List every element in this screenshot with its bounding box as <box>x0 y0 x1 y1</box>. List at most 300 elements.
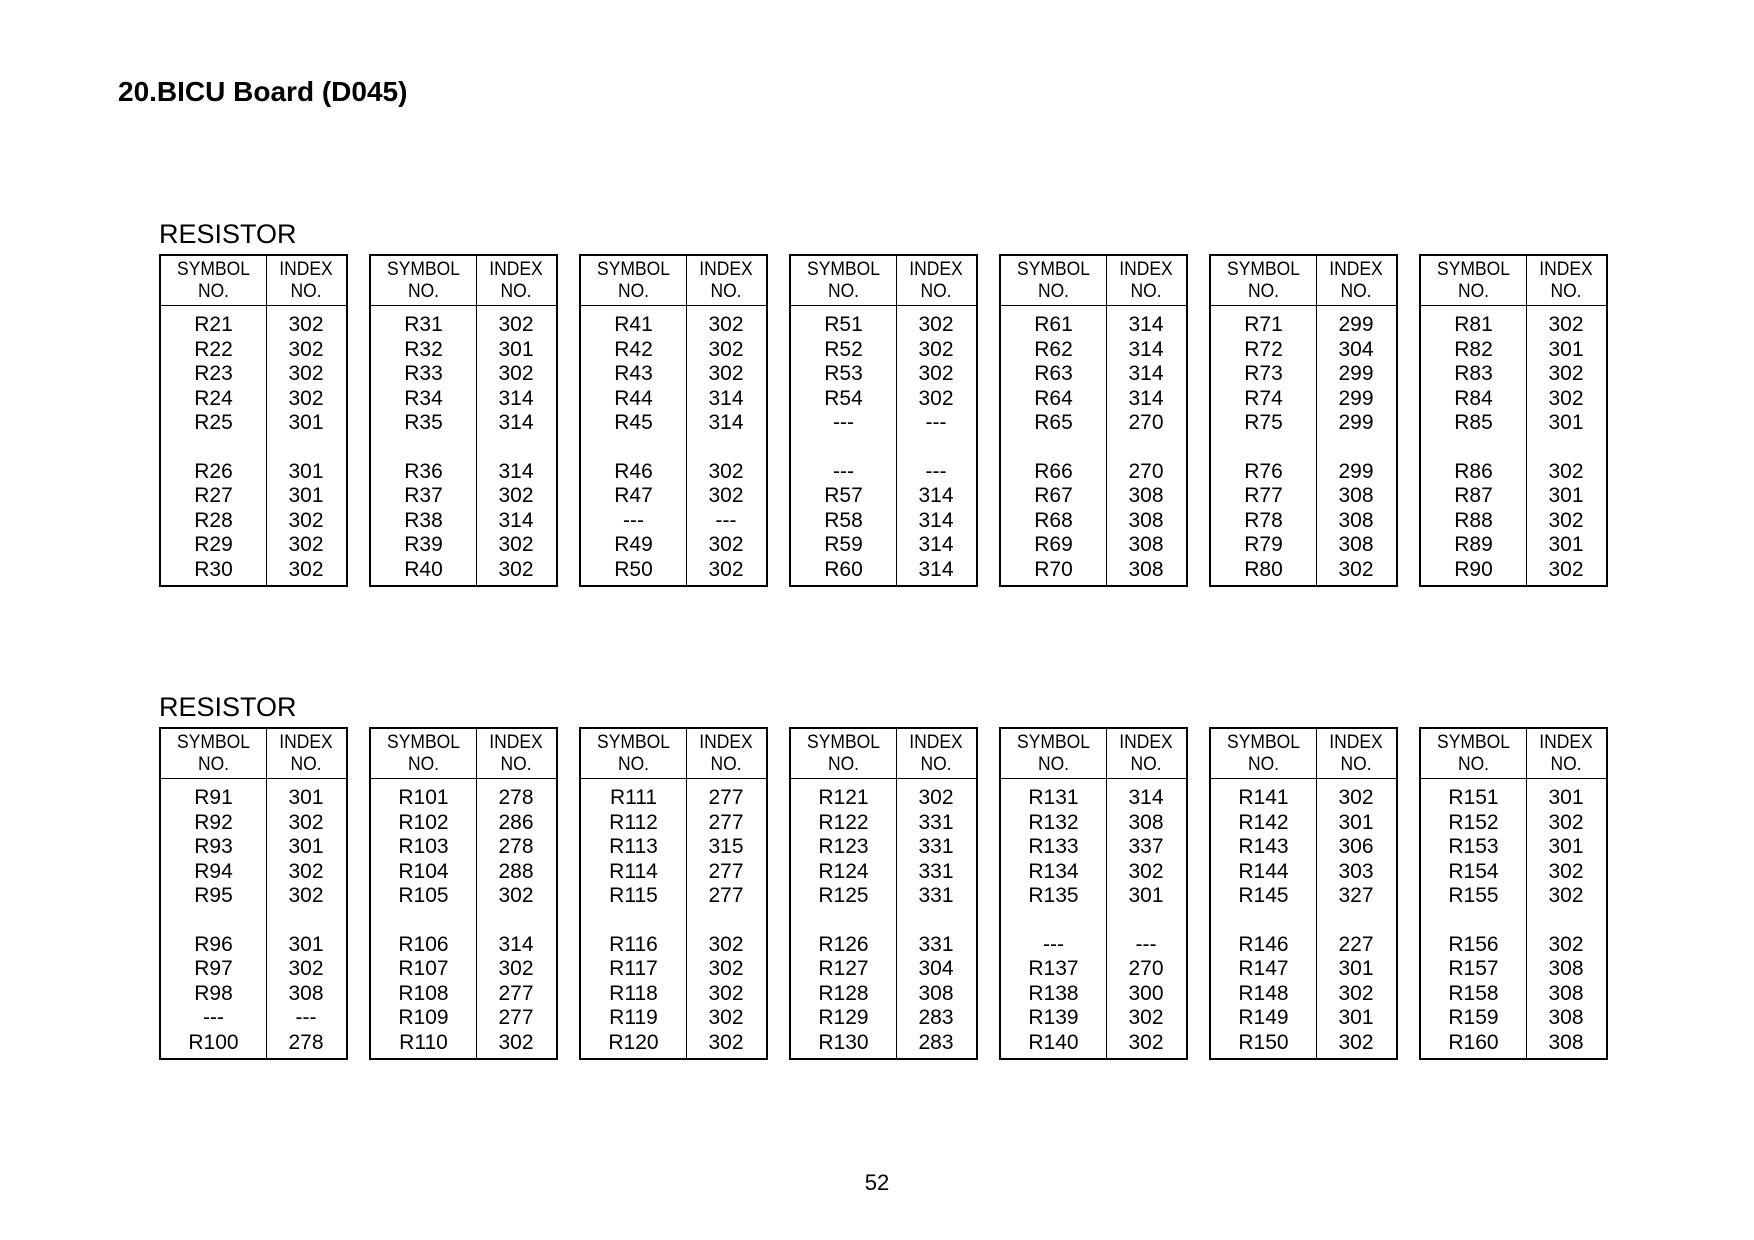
header-text: NO. <box>827 753 860 775</box>
symbol-cell: R30 <box>194 557 233 581</box>
table-body <box>791 306 976 582</box>
index-cell: 277 <box>708 810 744 834</box>
header-text: SYMBOL <box>387 731 460 753</box>
symbol-cell: R40 <box>404 557 443 581</box>
symbol-cell: R132 <box>1028 810 1079 834</box>
table-row <box>371 786 556 811</box>
table-row <box>371 338 556 363</box>
symbol-cell: R100 <box>188 1030 239 1054</box>
table-header <box>1001 256 1186 306</box>
index-cell: 331 <box>918 884 954 907</box>
symbol-cell: R128 <box>818 981 869 1005</box>
table-row <box>1211 533 1396 558</box>
header-text: NO. <box>920 753 952 775</box>
table-row <box>581 411 766 436</box>
table-header <box>581 729 766 779</box>
table-row <box>791 933 976 958</box>
table-row <box>791 338 976 363</box>
symbol-no-header <box>585 256 682 305</box>
header-text: NO. <box>500 753 532 775</box>
index-cell: --- <box>925 459 947 483</box>
index-cell: 302 <box>708 484 744 507</box>
index-cell: 308 <box>1338 484 1374 507</box>
symbol-cell: R115 <box>609 884 658 907</box>
table-row <box>371 558 556 583</box>
table-row <box>1001 387 1186 412</box>
index-cell: 278 <box>498 835 534 858</box>
index-cell: 314 <box>498 932 534 956</box>
symbol-cell: R35 <box>404 411 443 434</box>
table-header <box>791 729 976 779</box>
symbol-cell: R138 <box>1028 981 1079 1005</box>
index-cell: 301 <box>1128 884 1164 907</box>
table-row <box>1211 362 1396 387</box>
index-cell: 308 <box>1128 557 1164 581</box>
table-row <box>161 533 346 558</box>
symbol-cell: R83 <box>1454 362 1493 385</box>
index-cell: 308 <box>1128 508 1164 532</box>
table-row <box>371 860 556 885</box>
row-group <box>791 786 976 909</box>
column-divider <box>266 256 267 585</box>
table-row <box>791 982 976 1007</box>
symbol-cell: R110 <box>399 1030 448 1054</box>
row-group <box>581 460 766 583</box>
index-cell: 302 <box>288 884 324 907</box>
symbol-cell: R156 <box>1448 932 1499 956</box>
header-text: NO. <box>710 280 742 302</box>
table-row <box>791 387 976 412</box>
resistor-table <box>369 254 558 587</box>
table-row <box>1001 933 1186 958</box>
table-row <box>1001 982 1186 1007</box>
index-cell: 302 <box>498 313 534 336</box>
index-cell: 302 <box>498 957 534 980</box>
table-row <box>581 884 766 909</box>
table-row <box>791 835 976 860</box>
symbol-cell: R103 <box>398 835 449 858</box>
symbol-cell: --- <box>203 1006 224 1029</box>
symbol-cell: R66 <box>1034 459 1073 483</box>
table-row <box>371 957 556 982</box>
header-text: NO. <box>407 753 440 775</box>
index-cell: 314 <box>1128 313 1164 336</box>
table-row <box>1001 484 1186 509</box>
symbol-cell: R160 <box>1448 1030 1499 1054</box>
row-group <box>161 313 346 436</box>
symbol-cell: R94 <box>194 859 233 883</box>
symbol-cell: R79 <box>1244 533 1283 556</box>
table-row <box>791 957 976 982</box>
column-divider <box>686 256 687 585</box>
table-row <box>1001 533 1186 558</box>
symbol-cell: R147 <box>1238 957 1289 980</box>
header-text: INDEX <box>1539 731 1593 753</box>
index-cell: 302 <box>288 557 324 581</box>
table-row <box>161 811 346 836</box>
table-row <box>1211 411 1396 436</box>
header-text: INDEX <box>1119 731 1173 753</box>
index-cell: 302 <box>1548 810 1584 834</box>
symbol-cell: R51 <box>824 313 863 336</box>
table-group <box>159 727 1619 1060</box>
table-row <box>1211 1006 1396 1031</box>
header-text: NO. <box>1130 280 1162 302</box>
header-text: SYMBOL <box>177 258 250 280</box>
header-text: SYMBOL <box>807 258 880 280</box>
index-cell: 301 <box>1548 484 1584 507</box>
index-cell: 302 <box>708 313 744 336</box>
table-row <box>1421 411 1606 436</box>
index-cell: 308 <box>1548 1030 1584 1054</box>
row-group <box>1001 933 1186 1056</box>
header-text: NO. <box>827 280 860 302</box>
row-group <box>1001 786 1186 909</box>
symbol-cell: --- <box>833 411 854 434</box>
table-header <box>371 256 556 306</box>
symbol-cell: R133 <box>1028 835 1079 858</box>
symbol-cell: R57 <box>824 484 863 507</box>
symbol-cell: R109 <box>398 1006 449 1029</box>
index-cell: 302 <box>708 459 744 483</box>
symbol-cell: R129 <box>818 1006 869 1029</box>
header-text: NO. <box>1247 753 1280 775</box>
table-row <box>1211 982 1396 1007</box>
symbol-cell: R36 <box>404 459 443 483</box>
column-divider <box>1526 729 1527 1058</box>
index-cell: 302 <box>1548 386 1584 410</box>
index-cell: --- <box>715 508 737 532</box>
index-cell: 314 <box>498 459 534 483</box>
row-group <box>1421 313 1606 436</box>
row-group <box>581 313 766 436</box>
symbol-cell: R119 <box>609 1006 658 1029</box>
symbol-cell: R148 <box>1238 981 1289 1005</box>
table-row <box>161 786 346 811</box>
symbol-cell: R122 <box>818 810 869 834</box>
row-group <box>791 313 976 436</box>
column-divider <box>896 729 897 1058</box>
index-cell: 314 <box>918 557 954 581</box>
table-row <box>1001 313 1186 338</box>
table-body <box>581 306 766 582</box>
symbol-cell: R21 <box>194 313 233 336</box>
table-body <box>1211 779 1396 1055</box>
table-row <box>581 533 766 558</box>
index-cell: 327 <box>1338 884 1374 907</box>
symbol-cell: R52 <box>824 337 863 361</box>
row-group <box>1001 460 1186 583</box>
symbol-cell: R73 <box>1244 362 1283 385</box>
symbol-cell: R27 <box>194 484 233 507</box>
index-cell: 283 <box>918 1006 954 1029</box>
index-cell: --- <box>295 1006 317 1029</box>
symbol-cell: R107 <box>398 957 449 980</box>
header-text: NO. <box>500 280 532 302</box>
symbol-cell: R32 <box>404 337 443 361</box>
symbol-cell: R98 <box>194 981 233 1005</box>
symbol-cell: R141 <box>1238 786 1289 809</box>
resistor-table <box>159 727 348 1060</box>
index-cell: 277 <box>498 1006 534 1029</box>
index-cell: 302 <box>708 337 744 361</box>
table-row <box>371 1006 556 1031</box>
index-cell: 302 <box>1548 459 1584 483</box>
symbol-cell: R90 <box>1454 557 1493 581</box>
header-text: INDEX <box>489 258 543 280</box>
table-body <box>1001 306 1186 582</box>
index-cell: 301 <box>1548 786 1584 809</box>
index-cell: 331 <box>918 835 954 858</box>
table-row <box>371 933 556 958</box>
index-cell: 270 <box>1128 957 1164 980</box>
index-cell: 308 <box>1128 533 1164 556</box>
section-label: RESISTOR <box>159 219 297 249</box>
symbol-cell: R65 <box>1034 411 1073 434</box>
table-row <box>161 460 346 485</box>
symbol-cell: R124 <box>818 859 869 883</box>
symbol-cell: R61 <box>1034 313 1073 336</box>
table-row <box>1211 1031 1396 1056</box>
table-row <box>161 411 346 436</box>
header-text: NO. <box>197 753 230 775</box>
symbol-no-header <box>585 729 682 778</box>
index-cell: 314 <box>708 411 744 434</box>
table-row <box>791 362 976 387</box>
resistor-section-1 <box>159 218 1619 587</box>
index-cell: 302 <box>288 533 324 556</box>
symbol-cell: R68 <box>1034 508 1073 532</box>
symbol-cell: R74 <box>1244 386 1283 410</box>
table-row <box>371 835 556 860</box>
row-group <box>371 313 556 436</box>
index-cell: 277 <box>708 859 744 883</box>
index-cell: 227 <box>1338 932 1374 956</box>
symbol-cell: R116 <box>609 932 658 956</box>
index-no-header <box>479 729 553 778</box>
symbol-cell: R64 <box>1034 386 1073 410</box>
header-text: INDEX <box>1329 731 1383 753</box>
symbol-cell: R142 <box>1238 810 1289 834</box>
table-row <box>791 860 976 885</box>
row-group <box>371 933 556 1056</box>
table-row <box>791 460 976 485</box>
table-row <box>161 1006 346 1031</box>
column-divider <box>1316 729 1317 1058</box>
row-group <box>1211 933 1396 1056</box>
symbol-cell: R97 <box>194 957 233 980</box>
header-text: SYMBOL <box>597 731 670 753</box>
table-body <box>161 779 346 1055</box>
column-divider <box>1106 256 1107 585</box>
resistor-table <box>159 254 348 587</box>
index-cell: 314 <box>1128 337 1164 361</box>
row-group <box>371 460 556 583</box>
row-group <box>161 933 346 1056</box>
index-cell: 277 <box>708 884 744 907</box>
table-header <box>581 256 766 306</box>
table-body <box>1001 779 1186 1055</box>
index-cell: 299 <box>1338 313 1374 336</box>
table-row <box>1421 387 1606 412</box>
index-cell: 306 <box>1338 835 1374 858</box>
index-cell: 300 <box>1128 981 1164 1005</box>
index-cell: 302 <box>708 1030 744 1054</box>
table-header <box>371 729 556 779</box>
table-row <box>1211 484 1396 509</box>
table-row <box>371 533 556 558</box>
symbol-cell: R118 <box>609 981 658 1005</box>
table-row <box>791 1006 976 1031</box>
symbol-cell: R70 <box>1034 557 1073 581</box>
symbol-cell: R23 <box>194 362 233 385</box>
table-row <box>1421 957 1606 982</box>
index-cell: 331 <box>918 932 954 956</box>
resistor-table <box>369 727 558 1060</box>
symbol-cell: R38 <box>404 508 443 532</box>
index-cell: 283 <box>918 1030 954 1054</box>
index-no-header <box>1319 256 1393 305</box>
column-divider <box>896 256 897 585</box>
index-cell: 302 <box>1548 884 1584 907</box>
column-divider <box>1526 256 1527 585</box>
index-cell: 314 <box>918 484 954 507</box>
index-cell: 302 <box>708 1006 744 1029</box>
table-row <box>161 1031 346 1056</box>
table-row <box>1001 558 1186 583</box>
symbol-cell: R121 <box>818 786 869 809</box>
index-cell: 314 <box>1128 786 1164 809</box>
table-row <box>1211 338 1396 363</box>
table-row <box>1001 411 1186 436</box>
index-cell: 301 <box>288 484 324 507</box>
symbol-cell: R150 <box>1238 1030 1289 1054</box>
symbol-cell: R89 <box>1454 533 1493 556</box>
table-row <box>581 509 766 534</box>
header-text: NO. <box>617 753 650 775</box>
index-cell: 302 <box>1338 1030 1374 1054</box>
symbol-cell: R24 <box>194 386 233 410</box>
table-row <box>1211 884 1396 909</box>
index-cell: 277 <box>498 981 534 1005</box>
index-cell: 304 <box>1338 337 1374 361</box>
symbol-cell: R157 <box>1448 957 1499 980</box>
symbol-cell: R58 <box>824 508 863 532</box>
index-cell: 302 <box>918 386 954 410</box>
symbol-cell: R54 <box>824 386 863 410</box>
table-row <box>791 786 976 811</box>
table-row <box>1001 811 1186 836</box>
index-cell: 278 <box>288 1030 324 1054</box>
index-cell: 302 <box>1548 932 1584 956</box>
header-text: NO. <box>710 753 742 775</box>
table-row <box>161 338 346 363</box>
header-text: INDEX <box>279 731 333 753</box>
symbol-cell: R145 <box>1238 884 1289 907</box>
index-cell: 302 <box>708 932 744 956</box>
index-cell: 301 <box>1548 337 1584 361</box>
page-title: 20.BICU Board (D045) <box>118 76 408 107</box>
index-cell: 337 <box>1128 835 1164 858</box>
index-cell: 299 <box>1338 386 1374 410</box>
symbol-no-header <box>165 729 262 778</box>
symbol-cell: R105 <box>398 884 449 907</box>
table-row <box>1001 860 1186 885</box>
symbol-cell: R76 <box>1244 459 1283 483</box>
table-row <box>791 811 976 836</box>
table-row <box>371 484 556 509</box>
index-cell: 270 <box>1128 411 1164 434</box>
table-row <box>791 533 976 558</box>
table-row <box>581 860 766 885</box>
table-row <box>791 411 976 436</box>
index-cell: 314 <box>498 508 534 532</box>
index-cell: 302 <box>1338 786 1374 809</box>
table-row <box>371 362 556 387</box>
table-body <box>791 779 976 1055</box>
table-group <box>159 254 1619 587</box>
symbol-cell: R125 <box>818 884 869 907</box>
header-text: NO. <box>1457 280 1490 302</box>
table-row <box>1001 338 1186 363</box>
index-cell: 308 <box>288 981 324 1005</box>
row-group <box>161 786 346 909</box>
index-cell: 314 <box>918 508 954 532</box>
table-row <box>371 387 556 412</box>
table-row <box>1421 484 1606 509</box>
index-cell: 302 <box>498 1030 534 1054</box>
symbol-cell: --- <box>1043 932 1064 956</box>
table-header <box>1211 729 1396 779</box>
index-cell: 302 <box>708 557 744 581</box>
index-cell: 301 <box>288 932 324 956</box>
index-cell: 301 <box>288 411 324 434</box>
index-cell: 308 <box>1548 957 1584 980</box>
symbol-cell: R41 <box>614 313 653 336</box>
header-text: NO. <box>1037 280 1070 302</box>
index-cell: 299 <box>1338 459 1374 483</box>
index-no-header <box>269 256 343 305</box>
symbol-cell: R44 <box>614 386 653 410</box>
table-row <box>1211 933 1396 958</box>
symbol-cell: R144 <box>1238 859 1289 883</box>
table-row <box>1421 860 1606 885</box>
header-text: SYMBOL <box>1227 258 1300 280</box>
index-cell: 302 <box>1338 981 1374 1005</box>
table-row <box>1421 558 1606 583</box>
column-divider <box>476 256 477 585</box>
symbol-cell: R43 <box>614 362 653 385</box>
symbol-cell: R91 <box>194 786 233 809</box>
index-cell: 302 <box>708 362 744 385</box>
header-text: SYMBOL <box>597 258 670 280</box>
header-text: NO. <box>920 280 952 302</box>
index-cell: 288 <box>498 859 534 883</box>
index-cell: 302 <box>708 533 744 556</box>
table-header <box>1001 729 1186 779</box>
index-cell: 303 <box>1338 859 1374 883</box>
table-row <box>161 484 346 509</box>
symbol-cell: R86 <box>1454 459 1493 483</box>
column-divider <box>1106 729 1107 1058</box>
table-row <box>371 811 556 836</box>
table-header <box>1211 256 1396 306</box>
table-row <box>1211 835 1396 860</box>
table-row <box>161 933 346 958</box>
index-cell: --- <box>1135 932 1157 956</box>
symbol-no-header <box>1215 729 1312 778</box>
index-cell: 286 <box>498 810 534 834</box>
